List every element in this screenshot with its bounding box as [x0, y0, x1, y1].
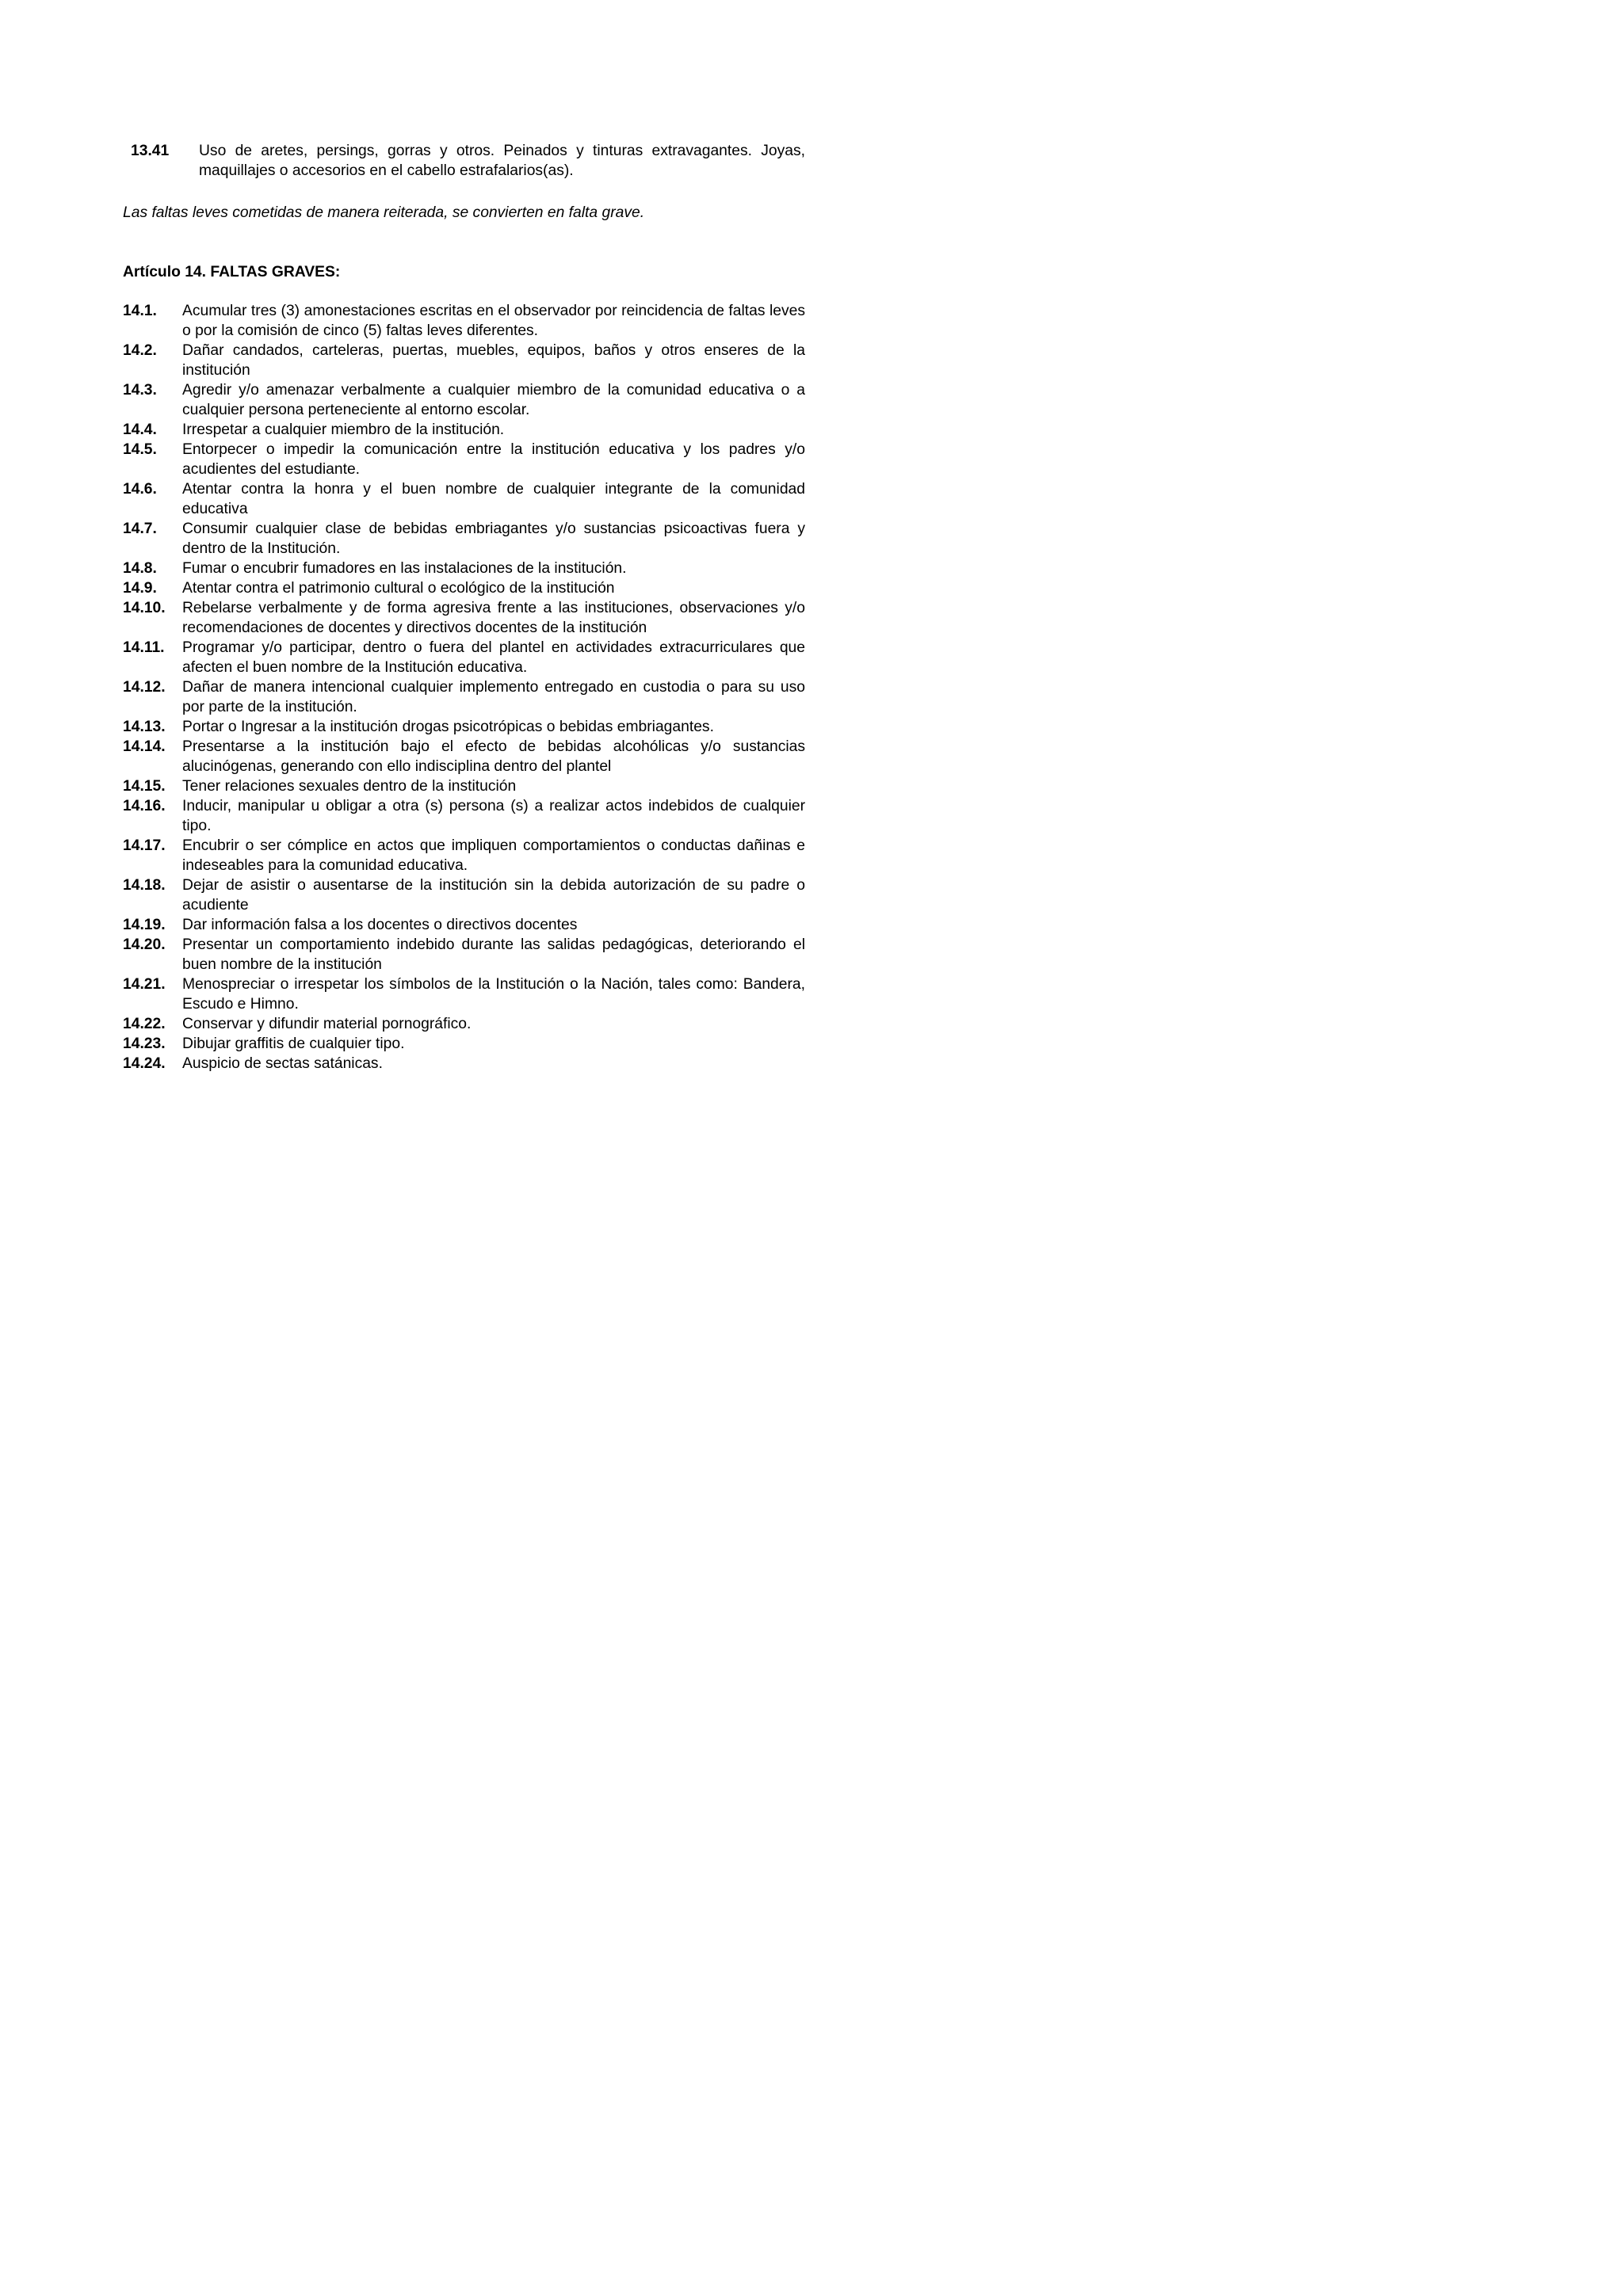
item-text: Dar información falsa a los docentes o directivos docentes: [182, 917, 578, 933]
list-item: [0, 677, 872, 717]
item-text: Atentar contra la honra y el buen nombre de cualquier integrante de la comunidad educativa: [182, 481, 805, 517]
item-text: Portar o Ingresar a la institución drogas psicotrópicas o bebidas embriagantes.: [182, 719, 714, 735]
item-text: Dibujar graffitis de cualquier tipo.: [182, 1035, 405, 1052]
item-number: 14.20.: [123, 936, 166, 953]
item-number: 14.7.: [123, 521, 157, 537]
list-item: [0, 638, 872, 677]
italic-note: Las faltas leves cometidas de manera reiterada, se convierten en falta grave.: [123, 204, 645, 221]
list-item: [0, 836, 872, 875]
list-item: [0, 737, 872, 776]
item-number: 14.24.: [123, 1055, 166, 1072]
faults-list: [0, 301, 872, 1074]
item-text: Programar y/o participar, dentro o fuera del plantel en actividades extracurriculares que afecten el buen nombre de la Institución educativa.: [182, 639, 805, 676]
item-number: 14.14.: [123, 738, 166, 755]
item-number: 14.4.: [123, 421, 157, 438]
list-item: [0, 598, 872, 638]
item-number: 14.10.: [123, 600, 166, 616]
list-item: [0, 875, 872, 915]
item-number: 14.11.: [123, 639, 165, 656]
item-number: 14.19.: [123, 917, 166, 933]
item-number: 14.6.: [123, 481, 157, 498]
item-text: Agredir y/o amenazar verbalmente a cualquier miembro de la comunidad educativa o a cualquier persona perteneciente al entorno escolar.: [182, 382, 805, 418]
item-number: 14.2.: [123, 342, 157, 359]
item-number: 14.16.: [123, 798, 166, 814]
item-text: Dañar candados, carteleras, puertas, muebles, equipos, baños y otros enseres de la institución: [182, 342, 805, 379]
list-item: [0, 1034, 872, 1054]
item-number: 14.15.: [123, 778, 166, 795]
item-text: Menospreciar o irrespetar los símbolos de la Institución o la Nación, tales como: Bandera, Escudo e Himno.: [182, 976, 805, 1013]
list-item: [0, 341, 872, 380]
item-number: 14.8.: [123, 560, 157, 577]
item-text: Dañar de manera intencional cualquier implemento entregado en custodia o para su uso por parte de la institución.: [182, 679, 805, 715]
item-text: Conservar y difundir material pornográfico.: [182, 1016, 472, 1032]
list-item: [0, 519, 872, 559]
item-text: Entorpecer o impedir la comunicación entre la institución educativa y los padres y/o acudientes del estudiante.: [182, 441, 805, 478]
item-number: 14.18.: [123, 877, 166, 894]
list-item: [0, 479, 872, 519]
item-number: 14.13.: [123, 719, 166, 735]
item-number: 14.9.: [123, 580, 157, 597]
item-text: Encubrir o ser cómplice en actos que impliquen comportamientos o conductas dañinas e indeseables para la comunidad educativa.: [182, 837, 805, 874]
list-item: [0, 935, 872, 974]
item-text: Tener relaciones sexuales dentro de la institución: [182, 778, 517, 795]
item-number: 14.22.: [123, 1016, 166, 1032]
item-number: 14.21.: [123, 976, 166, 993]
list-item: [0, 301, 872, 341]
list-item: [0, 915, 872, 935]
item-text: Inducir, manipular u obligar a otra (s) persona (s) a realizar actos indebidos de cualquier tipo.: [182, 798, 805, 834]
item-number: 14.17.: [123, 837, 166, 854]
list-item: [0, 776, 872, 796]
list-item: [0, 578, 872, 598]
section-heading: Artículo 14. FALTAS GRAVES:: [123, 264, 341, 280]
list-item: [0, 380, 872, 420]
item-text: Presentar un comportamiento indebido durante las salidas pedagógicas, deteriorando el buen nombre de la institución: [182, 936, 805, 973]
item-number: 13.41: [131, 143, 170, 159]
list-item: [0, 717, 872, 737]
list-item: [0, 559, 872, 578]
item-text: Consumir cualquier clase de bebidas embriagantes y/o sustancias psicoactivas fuera y dentro de la Institución.: [182, 521, 805, 557]
list-item: [0, 420, 872, 440]
item-text: Atentar contra el patrimonio cultural o ecológico de la institución: [182, 580, 615, 597]
item-number: 14.3.: [123, 382, 157, 399]
item-text: Fumar o encubrir fumadores en las instalaciones de la institución.: [182, 560, 627, 577]
item-text: Acumular tres (3) amonestaciones escritas en el observador por reincidencia de faltas leves o por la comisión de cinco (5) faltas leves diferentes.: [182, 303, 805, 339]
item-number: 14.5.: [123, 441, 157, 458]
item-text: Auspicio de sectas satánicas.: [182, 1055, 383, 1072]
item-number: 14.12.: [123, 679, 166, 696]
item-text: Irrespetar a cualquier miembro de la institución.: [182, 421, 505, 438]
list-item: [0, 1054, 872, 1074]
list-item: [0, 796, 872, 836]
list-item: [0, 974, 872, 1014]
item-text: Uso de aretes, persings, gorras y otros. Peinados y tinturas extravagantes. Joyas, maquillajes o accesorios en el cabello estrafalarios(as).: [199, 143, 805, 179]
list-item: [0, 1014, 872, 1034]
item-text: Presentarse a la institución bajo el efecto de bebidas alcohólicas y/o sustancias alucinógenas, generando con ello indisciplina dentro del plantel: [182, 738, 805, 775]
item-number: 14.23.: [123, 1035, 166, 1052]
list-item: [0, 440, 872, 479]
item-text: Rebelarse verbalmente y de forma agresiva frente a las instituciones, observaciones y/o recomendaciones de docentes y directivos docentes de la institución: [182, 600, 805, 636]
item-text: Dejar de asistir o ausentarse de la institución sin la debida autorización de su padre o acudiente: [182, 877, 805, 913]
item-number: 14.1.: [123, 303, 157, 319]
document-page: [0, 0, 872, 1233]
